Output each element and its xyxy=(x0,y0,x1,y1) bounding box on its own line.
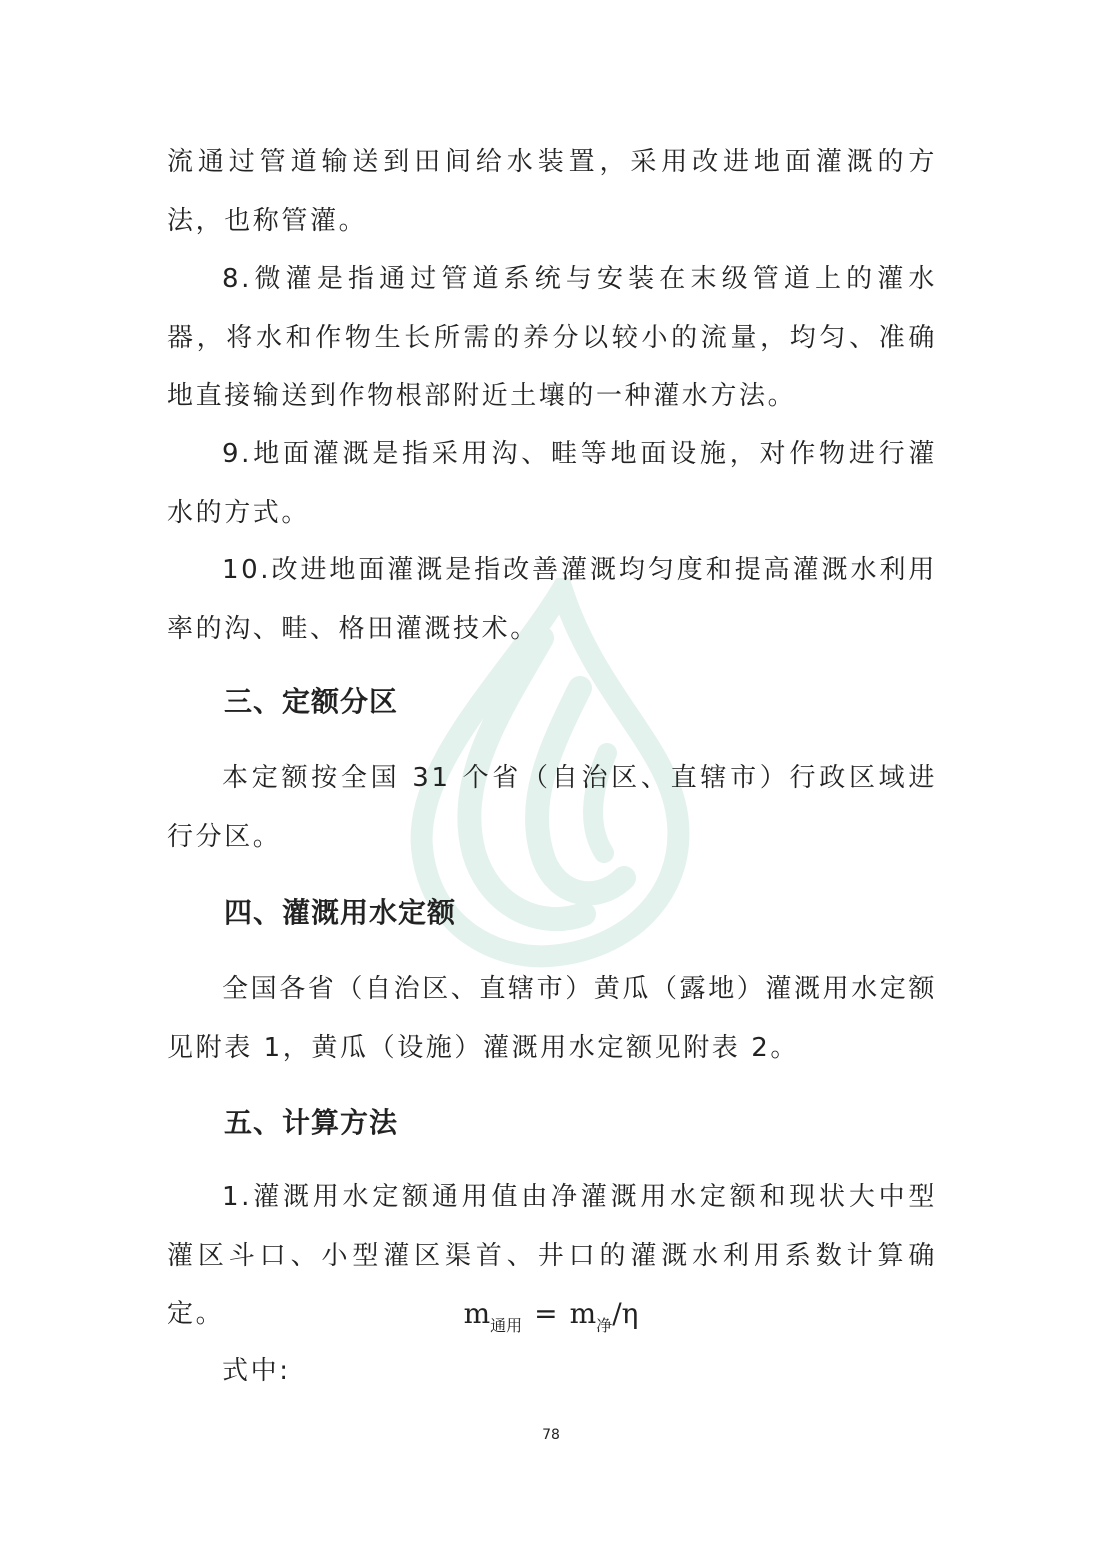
paragraph-calculation-method: 1.灌溉用水定额通用值由净灌溉用水定额和现状大中型灌区斗口、小型灌区渠首、井口的灌溉水利用系数计算确定。 xyxy=(167,1182,937,1329)
page-number: 78 xyxy=(542,1427,560,1443)
formula-lhs: m xyxy=(463,1297,491,1330)
paragraph-continued-pipe-irrigation: 流通过管道输送到田间给水装置，采用改进地面灌溉的方法，也称管灌。 xyxy=(167,147,937,236)
paragraph-improved-surface-irrigation: 10.改进地面灌溉是指改善灌溉均匀度和提高灌溉水利用率的沟、畦、格田灌溉技术。 xyxy=(167,555,937,644)
formula-equals: = xyxy=(534,1297,558,1330)
section-heading-irrigation-water-quota: 四、灌溉用水定额 xyxy=(224,896,457,929)
section-heading-quota-zoning: 三、定额分区 xyxy=(224,685,399,718)
formula-lhs-subscript: 通用 xyxy=(490,1316,523,1335)
paragraph-micro-irrigation: 8.微灌是指通过管道系统与安装在末级管道上的灌水器，将水和作物生长所需的养分以较小的流量，均匀、准确地直接输送到作物根部附近土壤的一种灌水方法。 xyxy=(167,264,937,411)
where-label: 式中: xyxy=(222,1356,291,1386)
paragraph-quota-zoning: 本定额按全国 31 个省（自治区、直辖市）行政区域进行分区。 xyxy=(167,763,937,852)
paragraph-irrigation-water-quota: 全国各省（自治区、直辖市）黄瓜（露地）灌溉用水定额见附表 1，黄瓜（设施）灌溉用水定额见附表 2。 xyxy=(167,974,938,1063)
paragraph-surface-irrigation: 9.地面灌溉是指采用沟、畦等地面设施，对作物进行灌水的方式。 xyxy=(167,439,937,528)
formula-rhs: m xyxy=(569,1297,597,1330)
formula-divide-eta: /η xyxy=(612,1297,639,1330)
formula-rhs-subscript: 净 xyxy=(596,1316,613,1335)
formula xyxy=(0,1292,1102,1348)
section-heading-calculation-method: 五、计算方法 xyxy=(224,1106,399,1139)
